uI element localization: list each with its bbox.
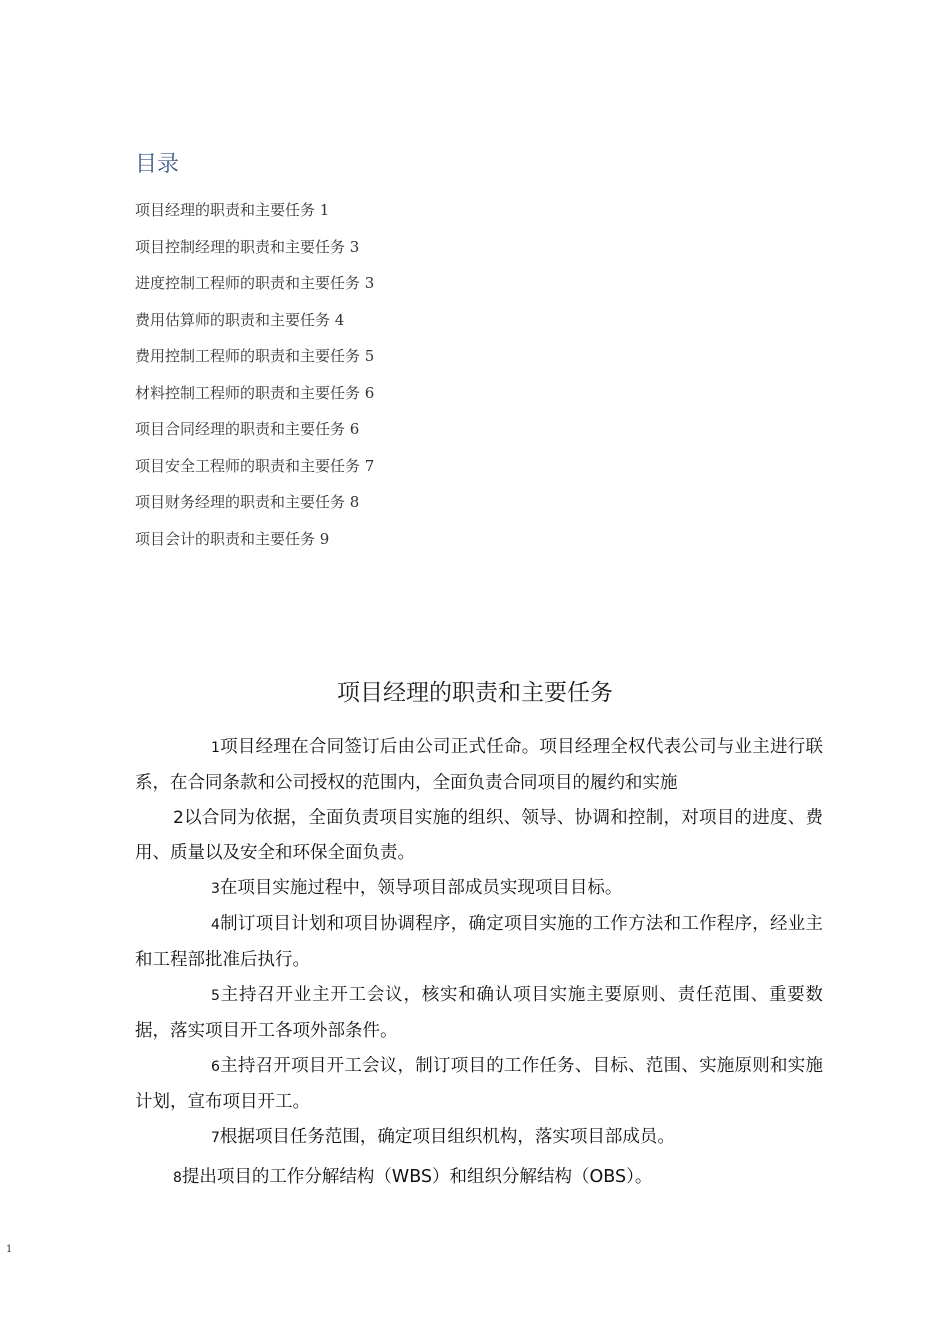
- paragraph-text: 项目经理在合同签订后由公司正式任命。项目经理全权代表公司与业主进行联系，在合同条款和公司授权的范围内，全面负责合同项目的履约和实施: [135, 737, 823, 793]
- paragraph: [135, 801, 823, 871]
- toc-item[interactable]: 进度控制工程师的职责和主要任务 3: [135, 274, 375, 292]
- paragraph-number: 8: [173, 1170, 182, 1186]
- paragraph-number: 7: [211, 1130, 220, 1146]
- toc-item[interactable]: 项目合同经理的职责和主要任务 6: [135, 420, 360, 438]
- page-number: 1: [6, 1244, 13, 1255]
- paragraph-text: 主持召开业主开工会议，核实和确认项目实施主要原则、责任范围、重要数据，落实项目开工各项外部条件。: [135, 985, 823, 1041]
- paragraph-text: 提出项目的工作分解结构（WBS）和组织分解结构（OBS）。: [181, 1167, 653, 1187]
- paragraph: [135, 1049, 823, 1120]
- paragraph: [135, 1160, 823, 1196]
- paragraph-number: 5: [211, 988, 220, 1004]
- paragraph-number: 1: [211, 740, 220, 756]
- paragraph: [135, 907, 823, 978]
- toc-item[interactable]: 材料控制工程师的职责和主要任务 6: [135, 383, 375, 402]
- paragraph: [135, 1120, 823, 1156]
- toc-item[interactable]: 项目经理的职责和主要任务 1: [135, 201, 330, 219]
- toc-item[interactable]: 费用控制工程师的职责和主要任务 5: [135, 347, 375, 365]
- paragraph-number: 2: [173, 808, 184, 828]
- toc-item[interactable]: 项目财务经理的职责和主要任务 8: [135, 493, 360, 511]
- paragraph-text: 在项目实施过程中，领导项目部成员实现项目目标。: [219, 878, 623, 898]
- toc-item[interactable]: 项目控制经理的职责和主要任务 3: [135, 237, 360, 256]
- paragraph-number: 3: [211, 881, 220, 897]
- paragraph-text: 以合同为依据，全面负责项目实施的组织、领导、协调和控制，对项目的进度、费用、质量以及安全和环保全面负责。: [135, 808, 823, 863]
- toc-item[interactable]: 项目安全工程师的职责和主要任务 7: [135, 456, 375, 475]
- toc-item[interactable]: 项目会计的职责和主要任务 9: [135, 529, 330, 548]
- paragraph-text: 根据项目任务范围，确定项目组织机构，落实项目部成员。: [219, 1127, 675, 1147]
- paragraph-text: 主持召开项目开工会议，制订项目的工作任务、目标、范围、实施原则和实施计划，宣布项目开工。: [135, 1056, 823, 1112]
- toc-item[interactable]: 费用估算师的职责和主要任务 4: [135, 310, 345, 329]
- section-body: [135, 730, 823, 1196]
- paragraph-number: 6: [211, 1059, 220, 1075]
- section-title: 项目经理的职责和主要任务: [337, 680, 613, 706]
- paragraph: [135, 730, 823, 801]
- paragraph: [135, 978, 823, 1049]
- paragraph-number: 4: [211, 917, 220, 933]
- toc-heading: 目录: [135, 152, 180, 177]
- paragraph-text: 制订项目计划和项目协调程序，确定项目实施的工作方法和工作程序，经业主和工程部批准后执行。: [135, 914, 823, 970]
- paragraph: [135, 871, 823, 907]
- toc-list: [135, 198, 374, 563]
